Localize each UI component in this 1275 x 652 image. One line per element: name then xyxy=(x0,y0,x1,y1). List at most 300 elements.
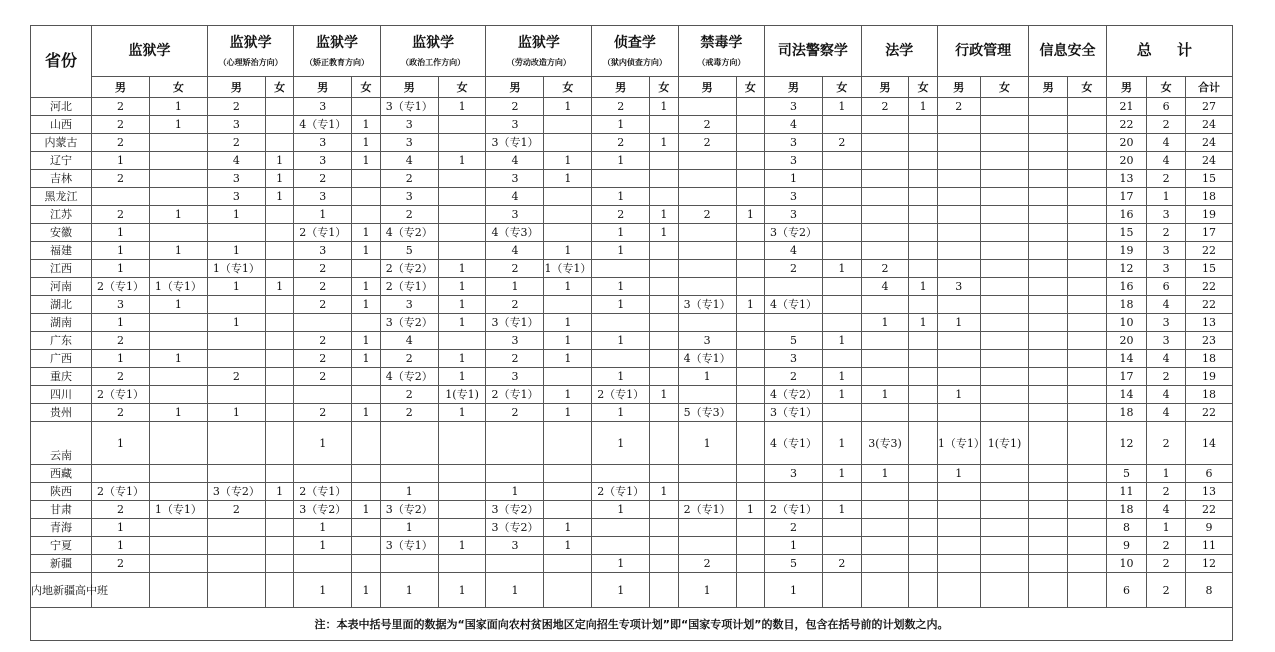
value-cell: 1 xyxy=(352,152,380,170)
value-cell: 3 xyxy=(486,537,544,555)
value-cell xyxy=(736,332,764,350)
value-cell: 3 xyxy=(207,170,265,188)
value-cell: 2 xyxy=(92,368,150,386)
value-cell: 1 xyxy=(207,314,265,332)
value-cell: 1 xyxy=(650,134,678,152)
value-cell: 1 xyxy=(592,296,650,314)
value-cell: 18 xyxy=(1186,350,1233,368)
value-cell xyxy=(765,314,823,332)
value-cell xyxy=(544,116,592,134)
value-cell xyxy=(909,170,937,188)
value-cell xyxy=(1029,206,1068,224)
value-cell xyxy=(1029,501,1068,519)
value-cell: 2 xyxy=(294,404,352,422)
value-cell xyxy=(592,519,650,537)
value-cell xyxy=(544,501,592,519)
value-cell xyxy=(1068,134,1107,152)
value-cell xyxy=(592,350,650,368)
value-cell: 1 xyxy=(352,296,380,314)
province-cell: 吉林 xyxy=(31,170,92,188)
value-cell xyxy=(980,170,1029,188)
value-cell: 1 xyxy=(544,537,592,555)
value-cell xyxy=(650,404,678,422)
value-cell: 2 xyxy=(1147,573,1186,608)
value-cell xyxy=(149,224,207,242)
note-row xyxy=(31,608,1233,641)
table-row xyxy=(31,368,1233,386)
value-cell: 9 xyxy=(1106,537,1147,555)
value-cell: 4（专2） xyxy=(765,386,823,404)
value-cell xyxy=(861,519,909,537)
value-cell xyxy=(486,422,544,465)
table-row xyxy=(31,350,1233,368)
value-cell xyxy=(1029,537,1068,555)
value-cell xyxy=(352,170,380,188)
value-cell: 1 xyxy=(861,314,909,332)
value-cell: 1（专1） xyxy=(544,260,592,278)
header-group-subtitle: （劳动改造方向） xyxy=(506,58,571,67)
table-row xyxy=(31,332,1233,350)
value-cell xyxy=(438,188,486,206)
value-cell: 22 xyxy=(1186,296,1233,314)
value-cell xyxy=(544,465,592,483)
value-cell xyxy=(861,152,909,170)
value-cell: 1 xyxy=(438,314,486,332)
value-cell xyxy=(980,519,1029,537)
value-cell: 1 xyxy=(294,206,352,224)
header-row-groups xyxy=(31,26,1233,77)
table-row xyxy=(31,296,1233,314)
value-cell: 1 xyxy=(149,350,207,368)
value-cell xyxy=(438,422,486,465)
value-cell: 1 xyxy=(544,170,592,188)
value-cell: 2 xyxy=(1147,170,1186,188)
value-cell: 3（专2） xyxy=(380,314,438,332)
value-cell xyxy=(265,422,293,465)
header-total-title: 总 计 xyxy=(1136,41,1202,59)
value-cell: 1 xyxy=(678,422,736,465)
value-cell xyxy=(1068,296,1107,314)
value-cell: 3 xyxy=(486,332,544,350)
value-cell: 1 xyxy=(823,465,862,483)
table-row xyxy=(31,483,1233,501)
value-cell: 4 xyxy=(207,152,265,170)
value-cell xyxy=(207,386,265,404)
table-row xyxy=(31,278,1233,296)
value-cell: 2（专1） xyxy=(92,278,150,296)
value-cell xyxy=(980,98,1029,116)
value-cell: 2 xyxy=(294,278,352,296)
value-cell xyxy=(149,134,207,152)
header-group-title: 法学 xyxy=(885,43,914,59)
value-cell xyxy=(1029,519,1068,537)
value-cell xyxy=(1068,98,1107,116)
value-cell xyxy=(1029,314,1068,332)
header-male: 男 xyxy=(861,77,909,98)
value-cell xyxy=(736,116,764,134)
value-cell: 3（专2） xyxy=(294,501,352,519)
value-cell: 1 xyxy=(438,98,486,116)
value-cell: 3 xyxy=(380,116,438,134)
value-cell xyxy=(980,314,1029,332)
value-cell xyxy=(861,224,909,242)
table-row xyxy=(31,537,1233,555)
value-cell: 2（专1） xyxy=(765,501,823,519)
value-cell: 1（专1） xyxy=(937,422,980,465)
value-cell: 2 xyxy=(380,350,438,368)
value-cell: 1 xyxy=(352,350,380,368)
value-cell: 1 xyxy=(823,368,862,386)
province-cell: 西藏 xyxy=(31,465,92,483)
value-cell xyxy=(980,465,1029,483)
value-cell xyxy=(937,170,980,188)
table-row xyxy=(31,98,1233,116)
value-cell xyxy=(861,368,909,386)
value-cell: 14 xyxy=(1186,422,1233,465)
header-male: 男 xyxy=(207,77,265,98)
value-cell: 2 xyxy=(92,206,150,224)
value-cell: 12 xyxy=(1106,260,1147,278)
value-cell xyxy=(438,465,486,483)
header-male: 男 xyxy=(294,77,352,98)
value-cell: 1 xyxy=(909,314,937,332)
value-cell: 4 xyxy=(765,116,823,134)
value-cell: 1 xyxy=(149,206,207,224)
value-cell xyxy=(861,242,909,260)
value-cell xyxy=(650,501,678,519)
value-cell: 3 xyxy=(380,134,438,152)
value-cell: 1 xyxy=(592,368,650,386)
value-cell: 3（专2） xyxy=(486,501,544,519)
value-cell: 4 xyxy=(1147,350,1186,368)
value-cell: 22 xyxy=(1186,501,1233,519)
value-cell: 1 xyxy=(265,152,293,170)
value-cell: 3 xyxy=(294,242,352,260)
value-cell: 2 xyxy=(861,98,909,116)
value-cell xyxy=(149,555,207,573)
value-cell: 2 xyxy=(1147,537,1186,555)
value-cell xyxy=(149,314,207,332)
value-cell: 1 xyxy=(765,170,823,188)
value-cell: 1(专1) xyxy=(438,386,486,404)
value-cell xyxy=(823,519,862,537)
value-cell xyxy=(265,224,293,242)
header-female: 女 xyxy=(352,77,380,98)
value-cell xyxy=(1029,260,1068,278)
value-cell: 2（专1） xyxy=(294,224,352,242)
value-cell: 1 xyxy=(486,278,544,296)
value-cell xyxy=(1068,332,1107,350)
value-cell: 1 xyxy=(592,573,650,608)
value-cell: 3（专1） xyxy=(380,537,438,555)
value-cell xyxy=(937,242,980,260)
value-cell xyxy=(937,537,980,555)
value-cell: 6 xyxy=(1147,98,1186,116)
value-cell xyxy=(937,116,980,134)
value-cell: 1 xyxy=(92,242,150,260)
value-cell xyxy=(352,314,380,332)
value-cell xyxy=(438,224,486,242)
value-cell xyxy=(909,332,937,350)
value-cell xyxy=(765,278,823,296)
value-cell: 1 xyxy=(486,483,544,501)
value-cell: 3 xyxy=(1147,206,1186,224)
value-cell: 1 xyxy=(544,386,592,404)
value-cell: 1 xyxy=(823,422,862,465)
value-cell: 6 xyxy=(1186,465,1233,483)
value-cell: 4（专2） xyxy=(380,368,438,386)
value-cell xyxy=(736,224,764,242)
province-cell: 新疆 xyxy=(31,555,92,573)
value-cell: 2 xyxy=(592,98,650,116)
value-cell xyxy=(909,152,937,170)
value-cell: 13 xyxy=(1186,483,1233,501)
value-cell: 1 xyxy=(823,332,862,350)
value-cell xyxy=(678,537,736,555)
value-cell xyxy=(149,386,207,404)
value-cell xyxy=(736,242,764,260)
admission-plan-table-container xyxy=(30,25,1233,641)
header-group-title: 监狱学 xyxy=(517,35,560,51)
value-cell xyxy=(678,519,736,537)
value-cell: 3 xyxy=(765,134,823,152)
value-cell xyxy=(937,260,980,278)
header-female: 女 xyxy=(650,77,678,98)
value-cell xyxy=(92,465,150,483)
value-cell xyxy=(823,350,862,368)
value-cell: 11 xyxy=(1106,483,1147,501)
value-cell xyxy=(736,386,764,404)
value-cell xyxy=(207,350,265,368)
value-cell xyxy=(352,368,380,386)
value-cell: 17 xyxy=(1106,188,1147,206)
value-cell: 1 xyxy=(592,501,650,519)
value-cell xyxy=(909,296,937,314)
value-cell: 1 xyxy=(380,573,438,608)
value-cell xyxy=(861,170,909,188)
province-cell: 甘肃 xyxy=(31,501,92,519)
value-cell: 1 xyxy=(438,573,486,608)
table-row xyxy=(31,519,1233,537)
value-cell xyxy=(937,296,980,314)
value-cell xyxy=(980,116,1029,134)
header-group-subtitle: （心理矫治方向） xyxy=(218,58,283,67)
header-female: 女 xyxy=(149,77,207,98)
value-cell: 1 xyxy=(823,260,862,278)
value-cell xyxy=(861,555,909,573)
value-cell: 4（专1） xyxy=(294,116,352,134)
value-cell xyxy=(823,314,862,332)
header-group-7 xyxy=(765,26,862,77)
header-group-subtitle: （戒毒方向） xyxy=(697,58,746,67)
admission-plan-table xyxy=(30,25,1233,641)
value-cell xyxy=(294,555,352,573)
province-cell: 湖北 xyxy=(31,296,92,314)
value-cell: 1 xyxy=(861,386,909,404)
value-cell xyxy=(265,350,293,368)
value-cell: 2 xyxy=(207,501,265,519)
province-cell: 黑龙江 xyxy=(31,188,92,206)
value-cell xyxy=(909,260,937,278)
value-cell xyxy=(438,483,486,501)
value-cell: 1 xyxy=(592,422,650,465)
value-cell: 4（专1） xyxy=(678,350,736,368)
value-cell xyxy=(352,206,380,224)
value-cell: 12 xyxy=(1186,555,1233,573)
header-male: 男 xyxy=(92,77,150,98)
value-cell xyxy=(861,134,909,152)
value-cell: 4 xyxy=(1147,501,1186,519)
table-row xyxy=(31,242,1233,260)
value-cell: 16 xyxy=(1106,278,1147,296)
header-female: 女 xyxy=(438,77,486,98)
value-cell xyxy=(980,404,1029,422)
value-cell: 18 xyxy=(1186,188,1233,206)
value-cell xyxy=(650,242,678,260)
header-group-title: 信息安全 xyxy=(1039,43,1096,59)
value-cell xyxy=(1068,242,1107,260)
value-cell: 21 xyxy=(1106,98,1147,116)
province-cell: 重庆 xyxy=(31,368,92,386)
header-group-title: 监狱学 xyxy=(412,35,455,51)
value-cell: 2 xyxy=(207,368,265,386)
header-group-1 xyxy=(207,26,293,77)
value-cell xyxy=(1029,332,1068,350)
header-male: 男 xyxy=(937,77,980,98)
value-cell: 1 xyxy=(592,116,650,134)
value-cell: 2 xyxy=(486,260,544,278)
value-cell xyxy=(980,296,1029,314)
value-cell: 10 xyxy=(1106,555,1147,573)
header-group-subtitle: （狱内侦查方向） xyxy=(602,58,667,67)
value-cell xyxy=(678,465,736,483)
value-cell xyxy=(1068,519,1107,537)
value-cell xyxy=(1029,404,1068,422)
value-cell: 12 xyxy=(1106,422,1147,465)
province-cell: 江西 xyxy=(31,260,92,278)
table-row xyxy=(31,422,1233,465)
value-cell xyxy=(592,170,650,188)
value-cell: 18 xyxy=(1106,501,1147,519)
header-group-title: 行政管理 xyxy=(955,43,1012,59)
value-cell: 3 xyxy=(765,188,823,206)
value-cell: 4 xyxy=(765,242,823,260)
value-cell: 2 xyxy=(678,134,736,152)
value-cell: 1 xyxy=(1147,465,1186,483)
value-cell: 3 xyxy=(380,188,438,206)
table-row xyxy=(31,188,1233,206)
value-cell xyxy=(909,404,937,422)
value-cell: 2 xyxy=(592,134,650,152)
value-cell: 2 xyxy=(486,404,544,422)
value-cell: 4 xyxy=(1147,386,1186,404)
value-cell xyxy=(1068,260,1107,278)
header-group-8 xyxy=(861,26,937,77)
value-cell: 1 xyxy=(149,242,207,260)
header-group-3 xyxy=(380,26,486,77)
value-cell: 15 xyxy=(1106,224,1147,242)
value-cell xyxy=(1068,206,1107,224)
value-cell xyxy=(352,519,380,537)
header-group-6 xyxy=(678,26,764,77)
table-row xyxy=(31,224,1233,242)
value-cell xyxy=(352,386,380,404)
value-cell: 1 xyxy=(438,404,486,422)
value-cell xyxy=(544,188,592,206)
value-cell xyxy=(765,483,823,501)
value-cell xyxy=(678,260,736,278)
value-cell: 8 xyxy=(1186,573,1233,608)
value-cell xyxy=(937,152,980,170)
value-cell: 1 xyxy=(438,152,486,170)
value-cell: 15 xyxy=(1186,260,1233,278)
value-cell: 4 xyxy=(380,332,438,350)
value-cell: 3 xyxy=(486,206,544,224)
value-cell xyxy=(207,465,265,483)
value-cell xyxy=(980,152,1029,170)
value-cell: 19 xyxy=(1186,368,1233,386)
value-cell: 1（专1） xyxy=(149,278,207,296)
province-cell: 湖南 xyxy=(31,314,92,332)
value-cell xyxy=(678,386,736,404)
value-cell xyxy=(909,422,937,465)
value-cell: 1 xyxy=(380,483,438,501)
value-cell xyxy=(823,573,862,608)
value-cell: 24 xyxy=(1186,116,1233,134)
value-cell: 3（专1） xyxy=(678,296,736,314)
value-cell: 22 xyxy=(1186,278,1233,296)
value-cell xyxy=(149,573,207,608)
value-cell xyxy=(265,537,293,555)
value-cell: 19 xyxy=(1106,242,1147,260)
header-male: 男 xyxy=(678,77,736,98)
value-cell xyxy=(937,350,980,368)
value-cell: 3 xyxy=(678,332,736,350)
value-cell xyxy=(937,519,980,537)
value-cell: 1（专1） xyxy=(149,501,207,519)
value-cell: 3（专1） xyxy=(486,134,544,152)
value-cell: 1 xyxy=(592,242,650,260)
value-cell xyxy=(265,404,293,422)
value-cell: 1 xyxy=(544,519,592,537)
value-cell xyxy=(1068,116,1107,134)
value-cell: 1 xyxy=(294,537,352,555)
value-cell: 1 xyxy=(92,519,150,537)
value-cell xyxy=(438,116,486,134)
province-cell: 江苏 xyxy=(31,206,92,224)
value-cell: 24 xyxy=(1186,152,1233,170)
value-cell xyxy=(736,98,764,116)
value-cell: 1 xyxy=(265,483,293,501)
value-cell xyxy=(149,188,207,206)
value-cell: 2 xyxy=(207,134,265,152)
value-cell xyxy=(650,296,678,314)
value-cell: 1 xyxy=(438,368,486,386)
value-cell: 18 xyxy=(1106,296,1147,314)
value-cell xyxy=(650,573,678,608)
value-cell: 2（专1） xyxy=(92,386,150,404)
value-cell: 1 xyxy=(592,404,650,422)
table-note: 注：本表中括号里面的数据为“国家面向农村贫困地区定向招生专项计划”即“国家专项计划”的数目，包含在括号前的计划数之内。 xyxy=(31,608,1233,641)
value-cell xyxy=(650,278,678,296)
value-cell: 1 xyxy=(207,278,265,296)
value-cell xyxy=(823,404,862,422)
value-cell xyxy=(861,296,909,314)
value-cell xyxy=(736,188,764,206)
value-cell: 2 xyxy=(1147,116,1186,134)
value-cell xyxy=(438,242,486,260)
province-cell: 青海 xyxy=(31,519,92,537)
